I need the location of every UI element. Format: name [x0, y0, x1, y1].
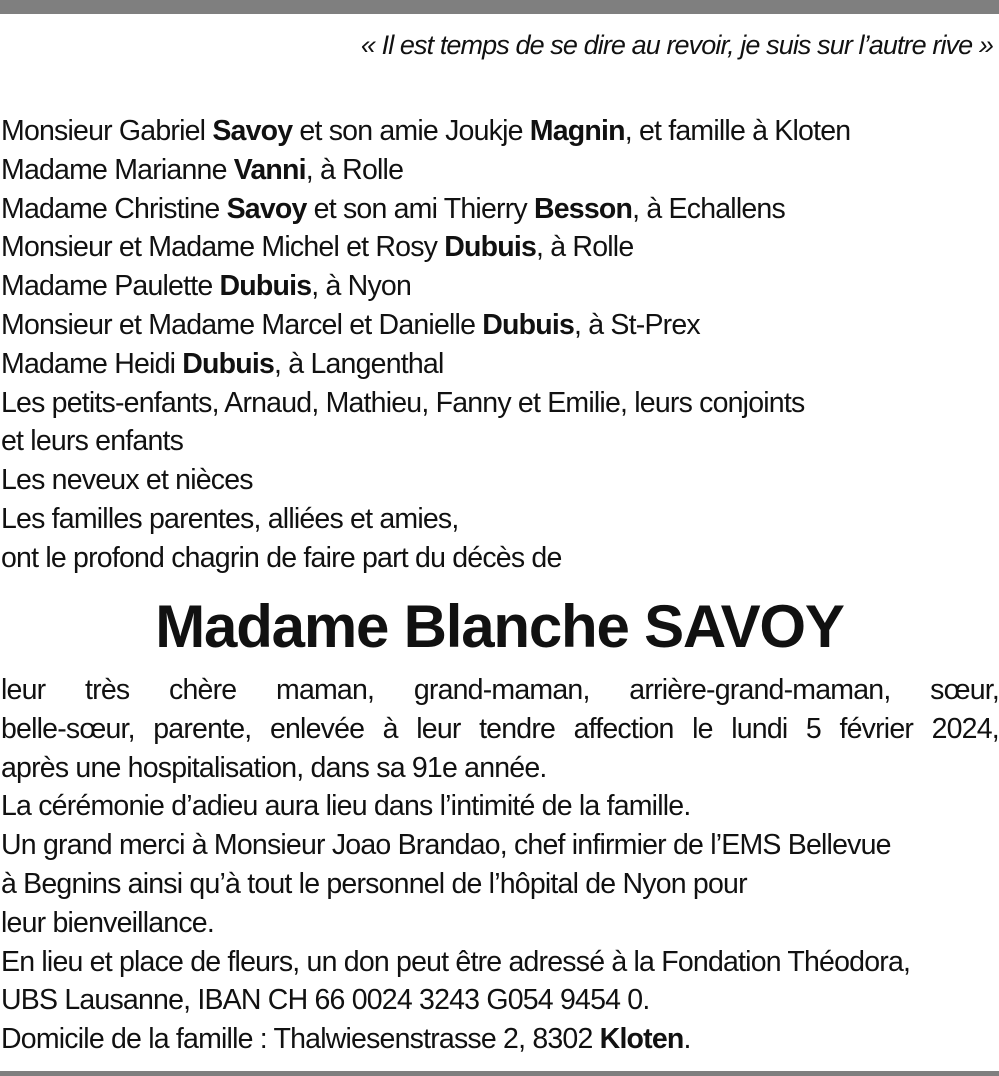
justified-word: grand-maman,: [413, 674, 590, 706]
justified-word: leur: [1, 674, 46, 706]
family-surname: Dubuis: [219, 270, 312, 303]
family-text: Les petits-enfants, Arnaud, Mathieu, Fanny et Emilie, leurs conjoints: [1, 386, 805, 419]
family-line: [1, 539, 991, 578]
family-surname: Besson: [533, 192, 633, 225]
family-address: [1, 1020, 999, 1059]
family-text: Madame Heidi: [1, 347, 183, 380]
family-text: Les familles parentes, alliées et amies,: [1, 502, 459, 535]
justified-word: tendre: [479, 712, 556, 745]
family-text: Madame Paulette: [1, 270, 220, 303]
body-line: Un grand merci à Monsieur Joao Brandao, chef infirmier de l’EMS Bellevue: [1, 829, 891, 862]
justified-word: belle-sœur,: [1, 712, 135, 745]
justified-word: 5: [805, 712, 821, 745]
family-line: [1, 345, 991, 384]
family-line: [1, 151, 991, 190]
justified-word: 2024,: [931, 712, 999, 745]
family-text: , à Langenthal: [274, 347, 444, 380]
family-surname: Dubuis: [444, 231, 537, 264]
family-line: [1, 461, 991, 500]
justified-word: sœur,: [930, 674, 999, 706]
family-text: , à St-Prex: [574, 308, 700, 341]
family-text: et son ami Thierry: [306, 192, 534, 225]
family-line: [1, 306, 991, 345]
justified-word: lundi: [731, 712, 788, 745]
body-line: leur bienveillance.: [1, 906, 214, 939]
family-text: Monsieur et Madame Michel et Rosy: [1, 231, 445, 264]
body-line-justified: [1, 710, 999, 749]
bottom-border-rule: [0, 1071, 999, 1076]
body-line: En lieu et place de fleurs, un don peut être adressé à la Fondation Théodora,: [1, 945, 911, 978]
justified-word: affection: [573, 712, 674, 745]
family-line: [1, 422, 991, 461]
justified-word: leur: [416, 712, 461, 745]
family-text: , et famille à Kloten: [624, 115, 851, 147]
justified-word: à: [382, 712, 398, 745]
family-line: [1, 228, 991, 267]
justified-word: enlevée: [269, 712, 365, 745]
family-line: [1, 112, 991, 151]
justified-word: très: [85, 674, 130, 706]
family-text: ont le profond chagrin de faire part du décès de: [1, 541, 562, 574]
family-surname: Vanni: [233, 153, 306, 186]
family-surname: Dubuis: [182, 347, 275, 380]
family-surname: Dubuis: [482, 308, 575, 341]
justified-word: maman,: [276, 674, 375, 706]
obituary-body: [1, 671, 999, 1059]
family-text: et leurs enfants: [1, 425, 184, 458]
deceased-name: Madame Blanche SAVOY: [155, 593, 844, 660]
family-text: Les neveux et nièces: [1, 464, 253, 497]
family-surname: Savoy: [212, 115, 293, 147]
body-line: La cérémonie d’adieu aura lieu dans l’intimité de la famille.: [1, 790, 691, 823]
justified-word: parente,: [153, 712, 252, 745]
body-line: UBS Lausanne, IBAN CH 66 0024 3243 G054 9454 0.: [1, 984, 650, 1017]
family-line: [1, 384, 991, 423]
address-prefix: Domicile de la famille : Thalwiesenstrasse 2, 8302: [1, 1023, 600, 1056]
family-text: Monsieur et Madame Marcel et Danielle: [1, 308, 483, 341]
top-border-rule: [0, 0, 999, 14]
address-city: Kloten: [599, 1023, 684, 1056]
family-line: [1, 500, 991, 539]
family-text: Madame Marianne: [1, 153, 234, 186]
family-text: , à Echallens: [632, 192, 785, 225]
family-text: , à Nyon: [311, 270, 412, 303]
family-text: et son amie Joukje: [292, 115, 530, 147]
family-announcement-list: [1, 112, 991, 578]
family-line: [1, 190, 991, 229]
body-line-justified: [1, 671, 999, 710]
family-text: , à Rolle: [536, 231, 634, 264]
justified-word: chère: [169, 674, 237, 706]
body-line: à Begnins ainsi qu’à tout le personnel de l’hôpital de Nyon pour: [1, 867, 747, 900]
family-text: , à Rolle: [305, 153, 404, 186]
family-surname: Savoy: [226, 192, 307, 225]
body-line: après une hospitalisation, dans sa 91e année.: [1, 751, 547, 784]
family-surname: Magnin: [529, 115, 625, 147]
family-text: Monsieur Gabriel: [1, 115, 213, 147]
epigraph-quote: « Il est temps de se dire au revoir, je suis sur l’autre rive »: [360, 30, 993, 60]
justified-word: février: [839, 712, 914, 745]
address-suffix: .: [683, 1023, 691, 1056]
family-text: Madame Christine: [1, 192, 227, 225]
justified-word: le: [692, 712, 713, 745]
justified-word: arrière-grand-maman,: [629, 674, 891, 706]
family-line: [1, 267, 991, 306]
